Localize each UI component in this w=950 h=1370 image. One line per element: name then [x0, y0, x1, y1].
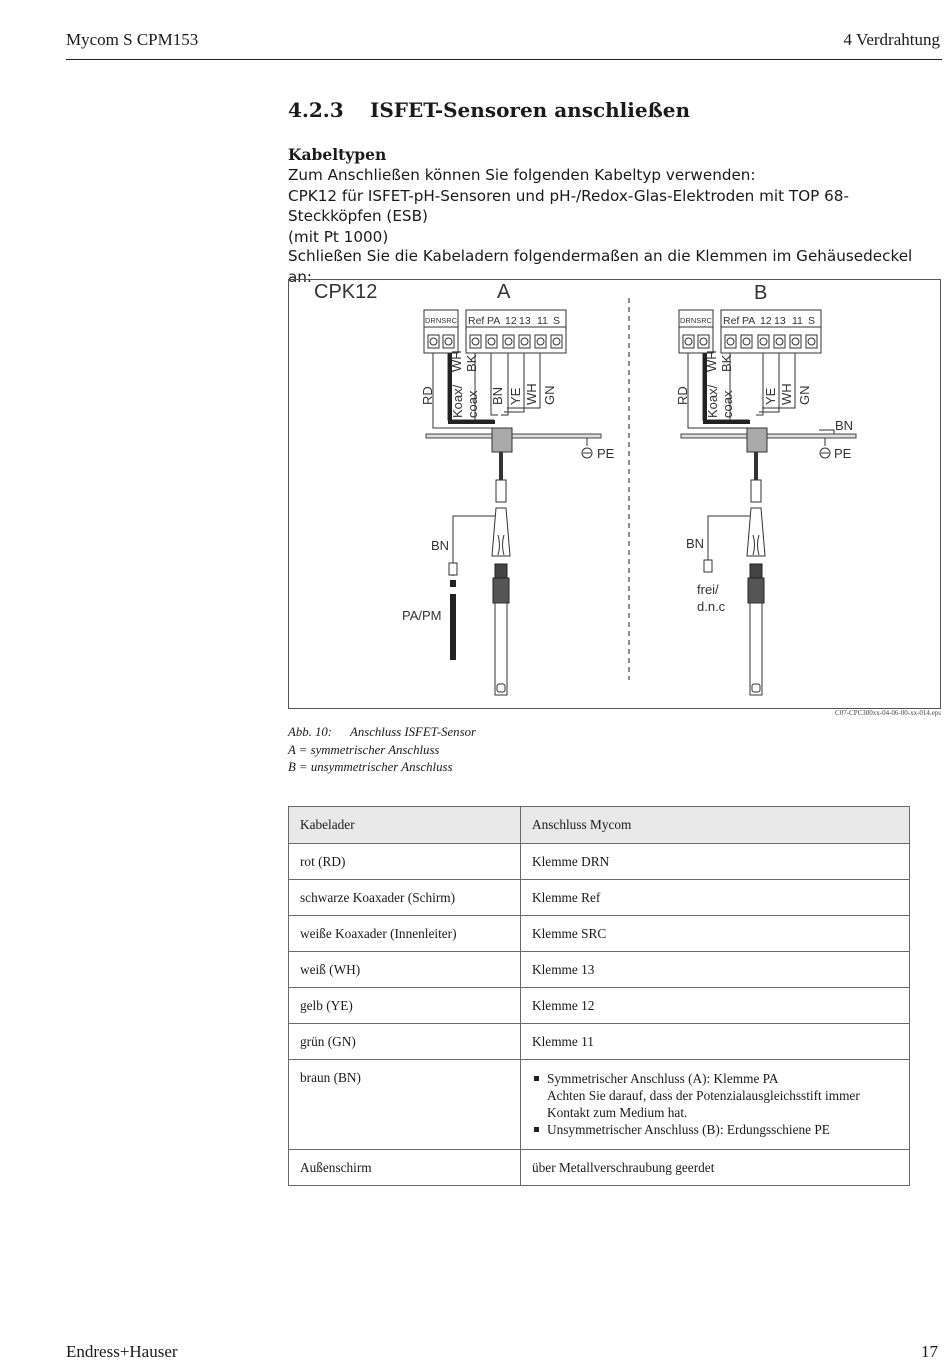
bn-options-list [532, 1070, 898, 1138]
terminal-13-a: 13 [519, 315, 531, 327]
wire-label-wh-a: WH [449, 350, 464, 372]
footer-page-number: 17 [921, 1342, 938, 1361]
sensor-cap-b [750, 564, 762, 578]
panel-a [402, 310, 615, 695]
cable-connector-b [751, 480, 761, 502]
figure-file-code: C07-CPC300xx-04-06-00-xx-014.eps [835, 709, 941, 717]
sensor-shaft-b [750, 603, 762, 695]
wire-label-gn-b: GN [797, 385, 812, 405]
terminal-pa-b: PA [742, 315, 756, 327]
wire-label-ye-b: YE [763, 387, 778, 405]
terminal-12-a: 12 [505, 315, 517, 327]
header-chapter: 4 Verdrahtung [843, 30, 940, 49]
bn-wire-b [708, 516, 751, 560]
table-cell-core: weiß (WH) [289, 952, 521, 988]
caption-title: Anschluss ISFET-Sensor [350, 725, 476, 739]
panel-b [675, 310, 856, 695]
cable-types-line-2: CPK12 für ISFET-pH-Sensoren und pH-/Redox-Glas-Elektroden mit TOP 68-Steckköpfen (ESB) [288, 186, 849, 225]
label-a: A [497, 281, 511, 303]
table-row [289, 1150, 910, 1186]
sensor-head-a [492, 508, 510, 556]
sensor-head-b [747, 508, 765, 556]
table-header-cell: Anschluss Mycom [521, 807, 910, 844]
sensor-shaft-a [495, 603, 507, 695]
table-cell-core: gelb (YE) [289, 988, 521, 1024]
table-cell-terminal: Klemme DRN [521, 844, 910, 880]
header-document-title: Mycom S CPM153 [66, 30, 199, 49]
wire-label-wh-b: WH [704, 350, 719, 372]
bn-option-symmetric-text: Symmetrischer Anschluss (A): Klemme PA [547, 1071, 779, 1086]
section-title: ISFET-Sensoren anschließen [370, 98, 691, 122]
table-cell-terminal [521, 1060, 910, 1150]
terminal-s-a: S [553, 315, 561, 327]
table-cell-terminal: Klemme SRC [521, 916, 910, 952]
sensor-cap-a [495, 564, 507, 578]
table-header-cell: Kabelader [289, 807, 521, 844]
wire-label-coax-b: coax [720, 390, 735, 418]
pa-pm-label: PA/PM [402, 608, 442, 623]
wire-label-bk-a: BK [464, 354, 479, 372]
table-row [289, 916, 910, 952]
caption-label: Abb. 10: [288, 725, 333, 739]
wire-label-ye-a: YE [508, 387, 523, 405]
table-cell-core: schwarze Koaxader (Schirm) [289, 880, 521, 916]
wire-label-rd-b: RD [675, 386, 690, 405]
table-cell-core: weiße Koaxader (Innenleiter) [289, 916, 521, 952]
bn-option-symmetric [532, 1070, 898, 1121]
terminal-ref-b: Ref [723, 315, 740, 327]
caption-line-a: A = symmetrischer Anschluss [288, 742, 440, 757]
cable-types-text [288, 165, 938, 247]
table-cell-terminal: Klemme 11 [521, 1024, 910, 1060]
cable-gland-a [492, 428, 512, 452]
cable-types-line-1: Zum Anschließen können Sie folgenden Kabeltyp verwenden: [288, 166, 756, 184]
cable-types-line-3: (mit Pt 1000) [288, 227, 389, 246]
cable-types-heading: Kabeltypen [288, 145, 387, 164]
table-row [289, 988, 910, 1024]
wire-label-rd-a: RD [420, 386, 435, 405]
table-cell-terminal: Klemme 13 [521, 952, 910, 988]
terminal-ref-a: Ref [468, 315, 485, 327]
terminal-screws-a [470, 335, 562, 348]
wiring-diagram-svg [289, 280, 940, 708]
bn-option-asymmetric: Unsymmetrischer Anschluss (B): Erdungsschiene PE [532, 1121, 898, 1138]
bn-label-a: BN [431, 538, 450, 553]
diagram-title: CPK12 [314, 281, 378, 303]
dnc-label: d.n.c [697, 599, 726, 614]
footer-company: Endress+Hauser [66, 1342, 178, 1361]
table-cell-terminal: Klemme Ref [521, 880, 910, 916]
table-cell-core: rot (RD) [289, 844, 521, 880]
connection-table [288, 806, 910, 1186]
wire-label-bn-a: BN [490, 386, 505, 405]
section-number: 4.2.3 [288, 98, 344, 122]
table-cell-core: braun (BN) [289, 1060, 521, 1150]
bn-wire-a [453, 516, 496, 576]
terminal-label-drnsrc-a: DRNSRC [425, 316, 458, 325]
housing-rail-a [426, 434, 601, 438]
table-cell-terminal: Klemme 12 [521, 988, 910, 1024]
table-header-row [289, 807, 910, 844]
sensor-body-top-b [748, 578, 764, 603]
table-cell-core: Außenschirm [289, 1150, 521, 1186]
housing-rail-b [681, 434, 856, 438]
intro-paragraph: Schließen Sie die Kabeladern folgendermaßen an die Klemmen im Gehäusedeckel an: [288, 247, 913, 286]
wire-label-gn-a: GN [542, 385, 557, 405]
pe-label-b: PE [834, 446, 852, 461]
terminal-label-drnsrc-b: DRNSRC [680, 316, 713, 325]
sensor-body-top-a [493, 578, 509, 603]
wire-label-bk-b: BK [719, 354, 734, 372]
table-cell-terminal: über Metallverschraubung geerdet [521, 1150, 910, 1186]
wire-label-koax-a: Koax/ [450, 384, 465, 418]
terminal-screw-head [445, 338, 452, 345]
terminal-screw-head [700, 338, 707, 345]
table-cell-core: grün (GN) [289, 1024, 521, 1060]
pe-label-a: PE [597, 446, 615, 461]
table-row [289, 880, 910, 916]
cable-gland-b [747, 428, 767, 452]
terminal-11-a: 11 [537, 315, 548, 327]
bn-label-b: BN [686, 536, 705, 551]
terminal-screw-head [430, 338, 437, 345]
pa-pin-tip [450, 580, 456, 587]
bn-connector-a [449, 563, 457, 575]
header-rule [66, 59, 942, 60]
bn-label-pe-b: BN [835, 418, 854, 433]
terminal-screws-b [725, 335, 817, 348]
wire-label-wh2-a: WH [524, 383, 539, 405]
terminal-13-b: 13 [774, 315, 786, 327]
cable-connector-a [496, 480, 506, 502]
caption-line-b: B = unsymmetrischer Anschluss [288, 760, 453, 774]
table-row [289, 952, 910, 988]
terminal-11-b: 11 [792, 315, 803, 327]
pa-pm-pin [450, 594, 456, 660]
label-b: B [754, 282, 768, 304]
terminal-pa-a: PA [487, 315, 501, 327]
section-heading [288, 98, 690, 122]
terminal-screw-head [685, 338, 692, 345]
bn-option-symmetric-note: Achten Sie darauf, dass der Potenzialausgleichsstift immer Kontakt zum Medium hat. [547, 1088, 860, 1120]
wiring-diagram [288, 279, 941, 709]
wire-label-coax-a: coax [465, 390, 480, 418]
frei-label: frei/ [697, 582, 719, 597]
table-row [289, 1024, 910, 1060]
table-row-bn [289, 1060, 910, 1150]
wire-label-koax-b: Koax/ [705, 384, 720, 418]
terminal-s-b: S [808, 315, 816, 327]
table-row [289, 844, 910, 880]
bn-connector-b [704, 560, 712, 572]
wire-label-wh2-b: WH [779, 383, 794, 405]
figure-caption [288, 724, 476, 777]
terminal-12-b: 12 [760, 315, 772, 327]
